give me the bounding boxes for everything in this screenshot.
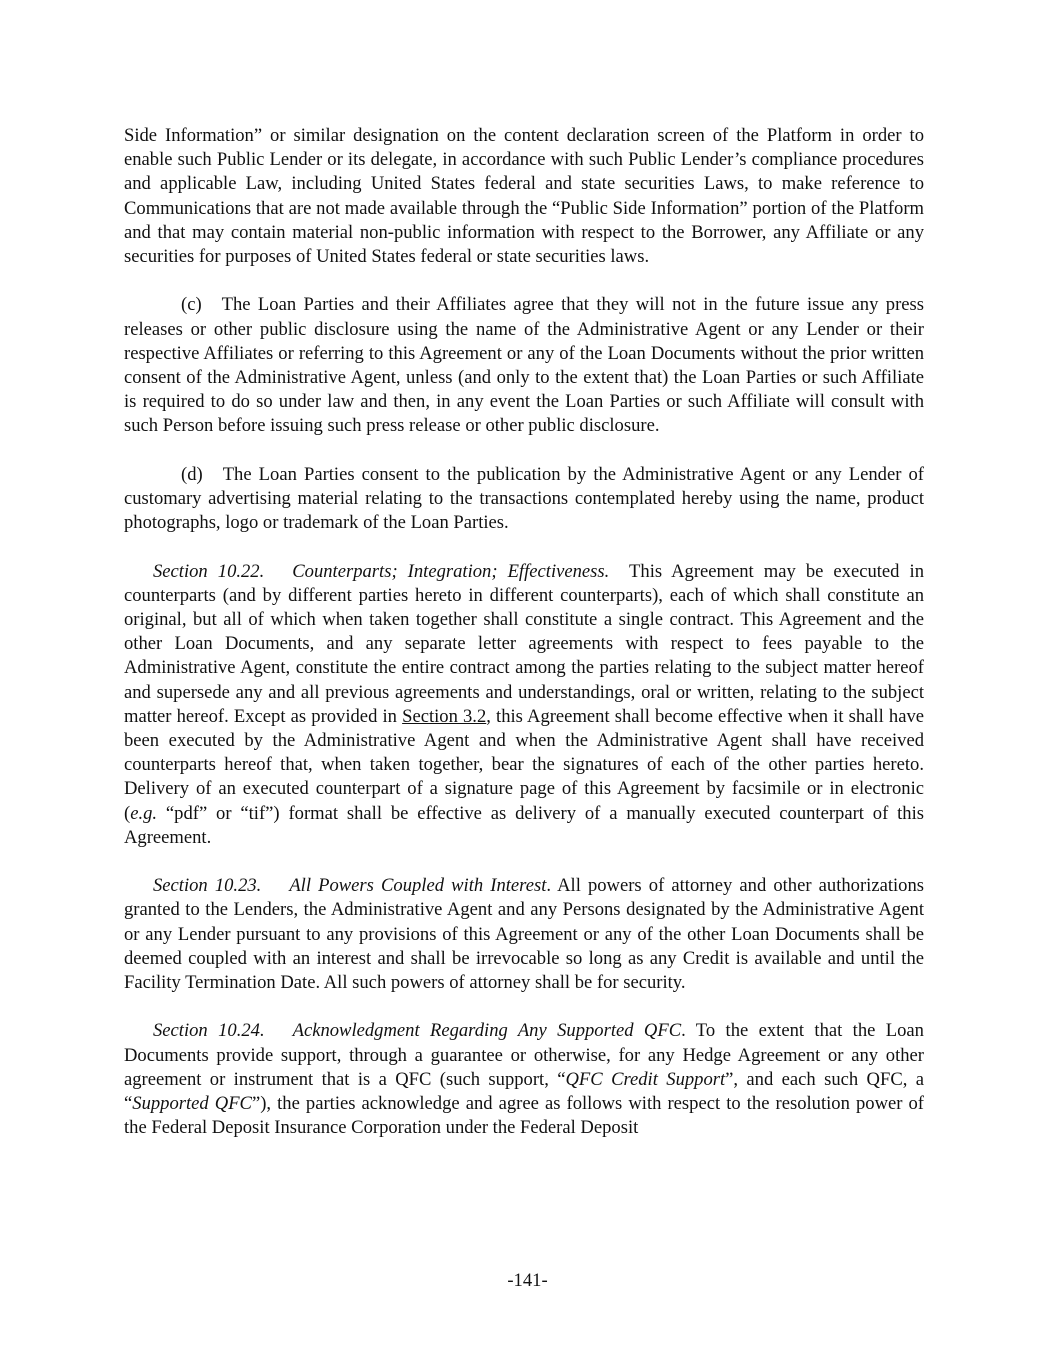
paragraph-c (124, 293, 924, 438)
section-text: This Agreement may be executed in counterparts (and by different parties hereto in different counterparts), each of which shall constitute an original, but all of which when taken together shall constitute a single contract. This Agreement and the other Loan Documents, and any separate letter agreements with respect to fees payable to the Administrative Agent, constitute the entire contract among the parties relating to the subject matter hereof and supersede any and all previous agreements and understandings, oral or written, relating to the subject matter hereof. Except as provided in (124, 560, 924, 727)
section-title: Counterparts; Integration; Effectiveness. (292, 560, 610, 582)
paragraph-text: The Loan Parties consent to the publication by the Administrative Agent or any Lender of customary advertising material relating to the transactions contemplated hereby using the name, product photographs, logo or trademark of the Loan Parties. (124, 463, 924, 534)
paragraph-continued (124, 124, 924, 269)
section-number: Section 10.24. (153, 1020, 265, 1042)
paragraph-text: The Loan Parties and their Affiliates agree that they will not in the future issue any press releases or other public disclosure using the name of the Administrative Agent or any Lender or their respective Affiliates or referring to this Agreement or any of the Loan Documents without the prior written consent of the Administrative Agent, unless (and only to the extent that) the Loan Parties or such Affiliate is required to do so under law and then, in any event the Loan Parties or such Affiliate will consult with such Person before issuing such press release or other public disclosure. (124, 294, 924, 437)
paragraph-label: (c) (181, 294, 202, 316)
section-text: . All powers of attorney and other authorizations granted to the Lenders, the Administrative Agent and any Persons designated by the Administrative Agent or any Lender pursuant to any provisions of this Agreement or any of the other Loan Documents shall be deemed coupled with an interest and shall be irrevocable so long as any Credit is available and until the Facility Termination Date. All such powers of attorney shall be for security. (124, 875, 924, 994)
section-number: Section 10.23. (153, 875, 262, 897)
section-10-23 (124, 874, 924, 995)
page-number: -141- (507, 1270, 548, 1291)
paragraph-text: Side Information” or similar designation on the content declaration screen of the Platform in order to enable such Public Lender or its delegate, in accordance with such Public Lender’s compliance procedures and applicable Law, including United States federal and state securities Laws, to make reference to Communications that are not made available through the “Public Side Information” portion of the Platform and that may contain material non-public information with respect to the Borrower, any Affiliate or any securities for purposes of United States federal or state securities laws. (124, 125, 924, 268)
section-10-22 (124, 560, 924, 850)
defined-term: QFC Credit Support (565, 1068, 726, 1090)
section-text: “pdf” or “tif”) format shall be effective as delivery of a manually executed counterpart of this Agreement. (124, 802, 924, 848)
section-reference-link[interactable]: Section 3.2 (402, 705, 487, 727)
section-number: Section 10.22. (153, 560, 265, 582)
section-title: Acknowledgment Regarding Any Supported QFC (292, 1020, 682, 1042)
defined-term: Supported QFC (132, 1093, 252, 1115)
paragraph-d (124, 463, 924, 536)
section-text: . To the extent that the Loan Documents provide support, through a guarantee or otherwise, for any Hedge Agreement or any other agreement or instrument that is a QFC (such support, “ (124, 1020, 924, 1090)
document-page (124, 124, 924, 1165)
section-text: ”, and each such QFC, a “ (124, 1068, 924, 1115)
eg-abbreviation: e.g. (130, 802, 158, 824)
section-10-24 (124, 1019, 924, 1140)
paragraph-label: (d) (181, 463, 203, 485)
section-title: All Powers Coupled with Interest (289, 875, 547, 897)
section-text: ”), the parties acknowledge and agree as follows with respect to the resolution power of the Federal Deposit Insurance Corporation under the Federal Deposit (124, 1093, 924, 1139)
section-text: , this Agreement shall become effective when it shall have been executed by the Administrative Agent and when the Administrative Agent shall have received counterparts hereof that, when taken together, bear the signatures of each of the other parties hereto. Delivery of an executed counterpart of a signature page of this Agreement by facsimile or in electronic ( (124, 705, 924, 824)
